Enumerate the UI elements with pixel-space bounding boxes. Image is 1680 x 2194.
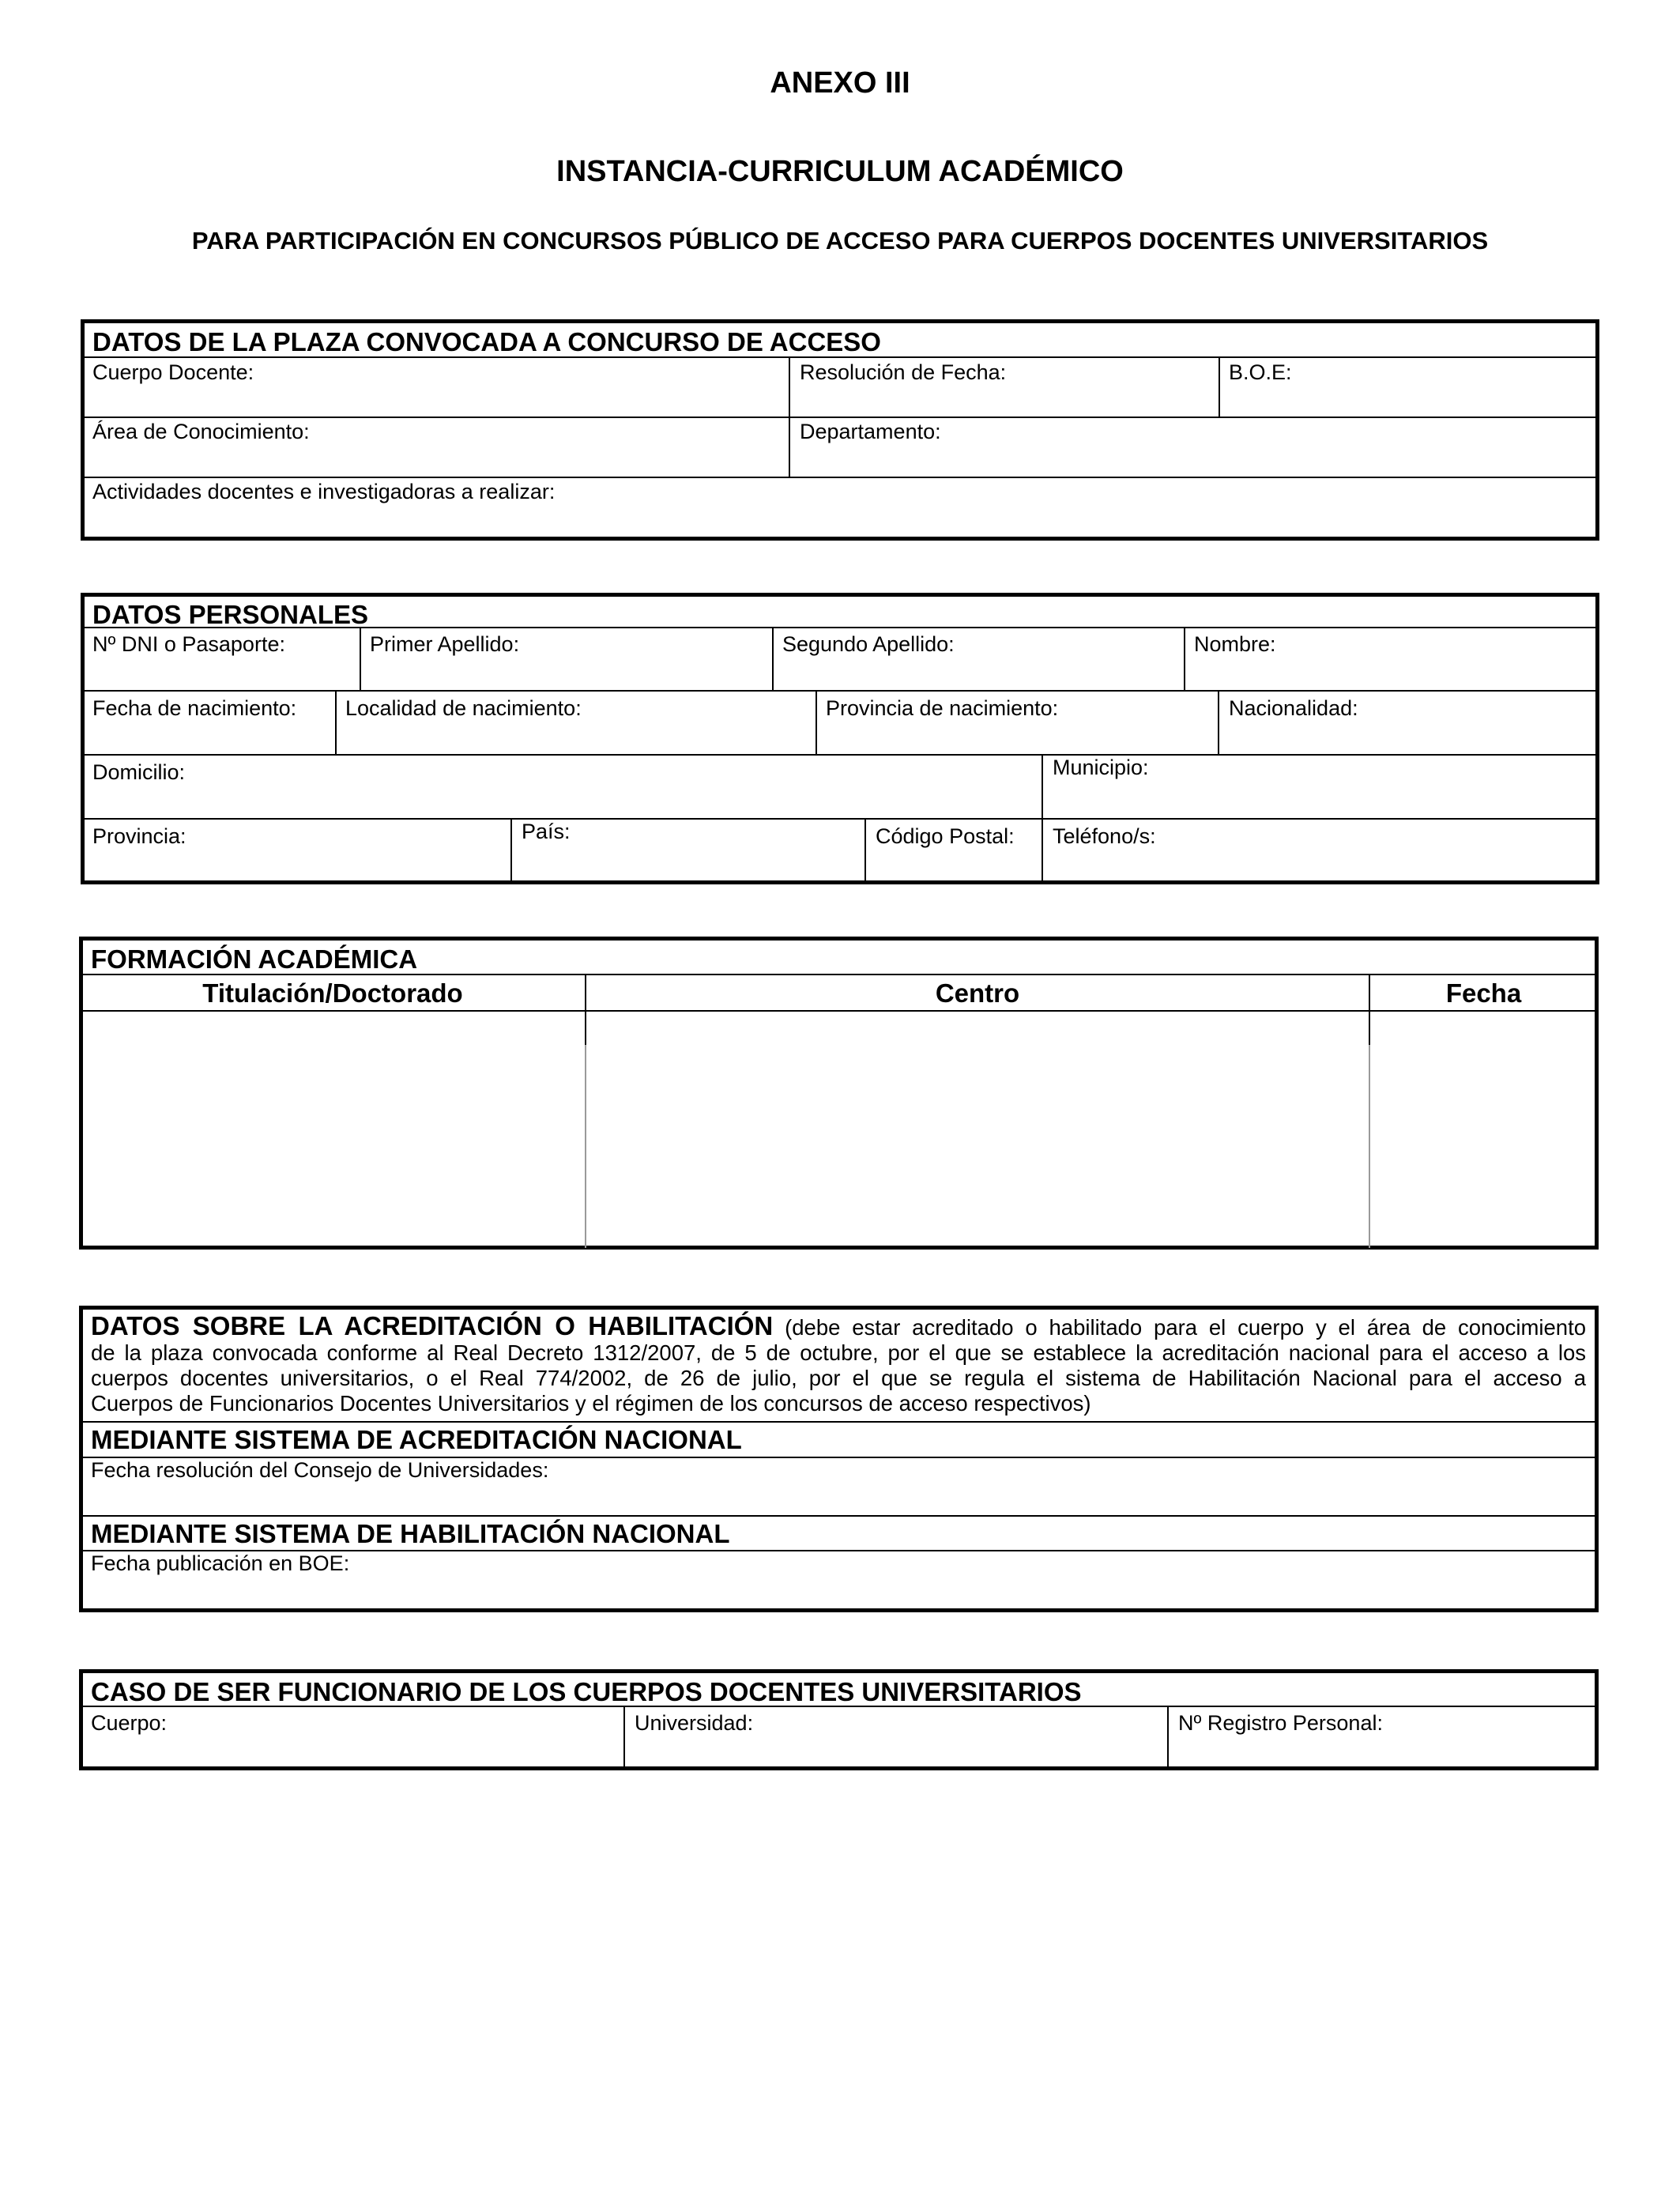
fecha-entry-area[interactable] — [1370, 1012, 1597, 1248]
formacion-section-title: FORMACIÓN ACADÉMICA — [91, 944, 418, 974]
registro-personal-field[interactable]: Nº Registro Personal: — [1178, 1711, 1383, 1735]
municipio-field[interactable]: Municipio: — [1053, 756, 1149, 779]
habilitacion-nacional-title: MEDIANTE SISTEMA DE HABILITACIÓN NACIONAL — [91, 1519, 730, 1548]
column-titulacion: Titulación/Doctorado — [202, 978, 463, 1008]
departamento-field[interactable]: Departamento: — [800, 420, 941, 443]
acreditacion-text-line4: Cuerpos de Funcionarios Docentes Universitarios y el régimen de los concursos de acceso respectivos) — [91, 1391, 1091, 1416]
form-title: INSTANCIA-CURRICULUM ACADÉMICO — [556, 155, 1124, 188]
centro-entry-area[interactable] — [586, 1012, 1369, 1248]
fecha-publicacion-boe-field[interactable]: Fecha publicación en BOE: — [91, 1551, 350, 1575]
universidad-field[interactable]: Universidad: — [635, 1711, 754, 1735]
titulacion-entry-area[interactable] — [81, 1012, 585, 1248]
column-centro: Centro — [935, 978, 1020, 1008]
area-conocimiento-field[interactable]: Área de Conocimiento: — [92, 420, 310, 443]
nacionalidad-field[interactable]: Nacionalidad: — [1229, 696, 1358, 720]
provincia-field[interactable]: Provincia: — [92, 824, 186, 848]
boe-field[interactable]: B.O.E: — [1229, 360, 1292, 384]
domicilio-field[interactable]: Domicilio: — [92, 760, 186, 784]
plaza-section-title: DATOS DE LA PLAZA CONVOCADA A CONCURSO DE ACCESO — [92, 327, 881, 356]
nombre-field[interactable]: Nombre: — [1194, 632, 1276, 656]
actividades-field[interactable]: Actividades docentes e investigadoras a realizar: — [92, 480, 556, 503]
cuerpo-docente-field[interactable]: Cuerpo Docente: — [92, 360, 254, 384]
annex-heading: ANEXO III — [770, 66, 910, 100]
acreditacion-text-line2: de la plaza convocada conforme al Real Decreto 1312/2007, de 5 de octubre, por el que se establece la acreditación nacional para el acceso a los — [91, 1340, 1586, 1365]
resolucion-fecha-field[interactable]: Resolución de Fecha: — [800, 360, 1007, 384]
column-fecha: Fecha — [1445, 978, 1522, 1008]
acreditacion-section-title: DATOS SOBRE LA ACREDITACIÓN O HABILITACIÓN — [91, 1311, 774, 1340]
fecha-resolucion-field[interactable]: Fecha resolución del Consejo de Universidades: — [91, 1458, 549, 1482]
acreditacion-intro — [91, 1311, 1587, 1416]
localidad-nacimiento-field[interactable]: Localidad de nacimiento: — [345, 696, 582, 720]
codigo-postal-field[interactable]: Código Postal: — [876, 824, 1015, 848]
acreditacion-nacional-title: MEDIANTE SISTEMA DE ACREDITACIÓN NACIONAL — [91, 1425, 742, 1454]
personales-section-title: DATOS PERSONALES — [92, 600, 368, 629]
cuerpo-field[interactable]: Cuerpo: — [91, 1711, 168, 1735]
primer-apellido-field[interactable]: Primer Apellido: — [370, 632, 520, 656]
provincia-nacimiento-field[interactable]: Provincia de nacimiento: — [826, 696, 1059, 720]
acreditacion-text-line1: (debe estar acreditado o habilitado para el cuerpo y el área de conocimiento — [785, 1315, 1587, 1340]
segundo-apellido-field[interactable]: Segundo Apellido: — [782, 632, 955, 656]
form-subtitle: PARA PARTICIPACIÓN EN CONCURSOS PÚBLICO DE ACCESO PARA CUERPOS DOCENTES UNIVERSITARIOS — [191, 227, 1489, 254]
funcionario-section-title: CASO DE SER FUNCIONARIO DE LOS CUERPOS DOCENTES UNIVERSITARIOS — [91, 1677, 1082, 1706]
telefono-field[interactable]: Teléfono/s: — [1053, 824, 1156, 848]
pais-field[interactable]: País: — [522, 820, 571, 843]
acreditacion-text-line3: cuerpos docentes universitarios, o el Real 774/2002, de 26 de julio, por el que se regula el sistema de Habilitación Nacional para el acceso a — [91, 1366, 1586, 1390]
fecha-nacimiento-field[interactable]: Fecha de nacimiento: — [92, 696, 297, 720]
dni-field[interactable]: Nº DNI o Pasaporte: — [92, 632, 285, 656]
